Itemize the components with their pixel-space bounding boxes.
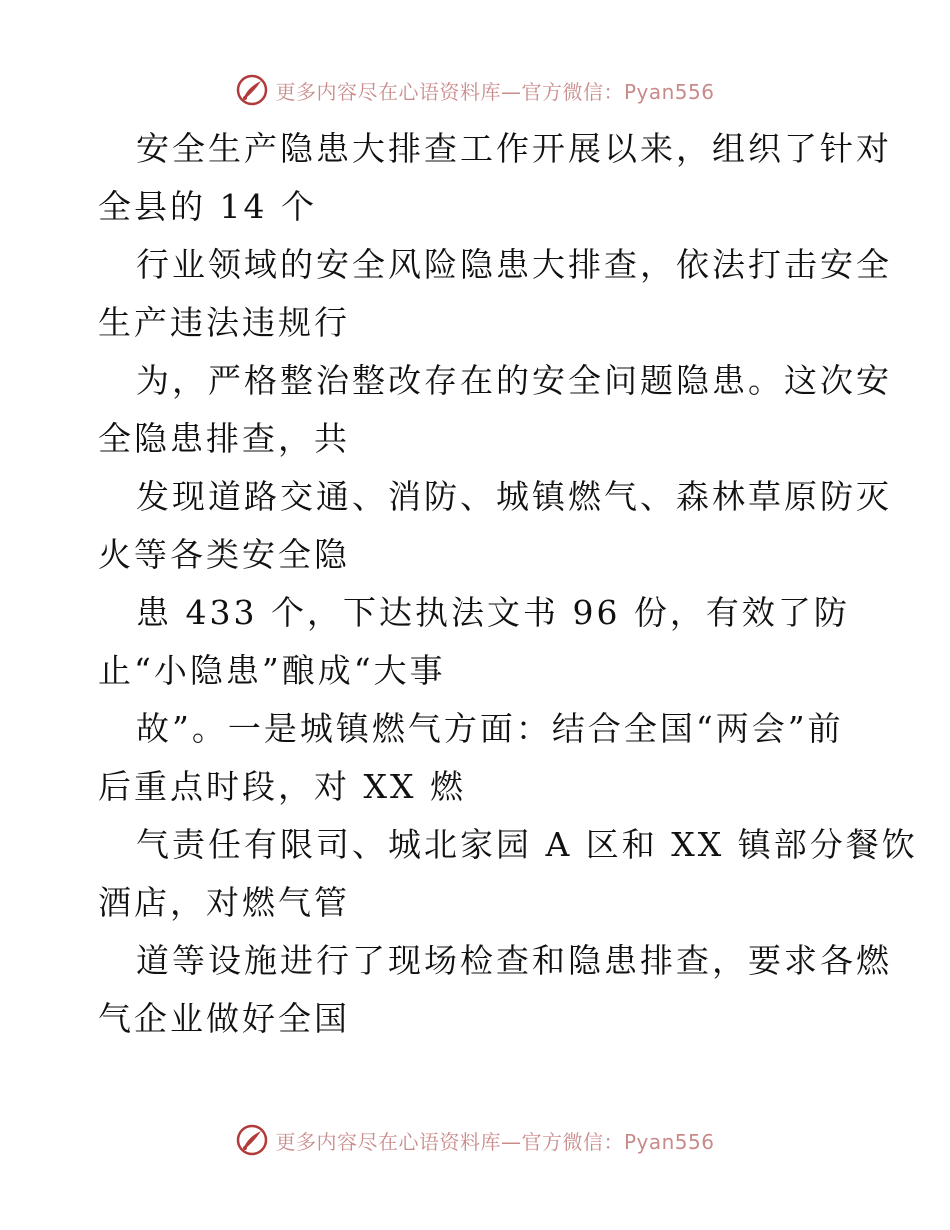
text-line: 全隐患排查，共: [98, 419, 350, 458]
text-line: 为，严格整治整改存在的安全问题隐患。这次安: [136, 361, 892, 400]
text-line: 全县的 14 个: [98, 187, 317, 226]
header-watermark: [0, 70, 950, 110]
text-line: 患 433 个，下达执法文书 96 份，有效了防: [136, 593, 850, 632]
text-line: 安全生产隐患大排查工作开展以来，组织了针对: [136, 129, 892, 168]
watermark-text: 更多内容尽在心语资料库—官方微信：Pyan556: [275, 1129, 715, 1154]
text-line: 气企业做好全国: [98, 999, 350, 1038]
watermark-text: 更多内容尽在心语资料库—官方微信：Pyan556: [275, 79, 715, 104]
text-line: 气责任有限司、城北家园 A 区和 XX 镇部分餐饮: [136, 825, 918, 864]
text-line: 火等各类安全隐: [98, 535, 350, 574]
text-line: 故”。一是城镇燃气方面：结合全国“两会”前: [136, 709, 844, 748]
document-body: [98, 120, 918, 1048]
brush-logo-icon: [235, 73, 269, 107]
text-line: 发现道路交通、消防、城镇燃气、森林草原防灭: [136, 477, 892, 516]
text-line: 止“小隐患”酿成“大事: [98, 651, 446, 690]
text-line: 行业领域的安全风险隐患大排查，依法打击安全: [136, 245, 892, 284]
brush-logo-icon: [235, 1123, 269, 1157]
text-line: 后重点时段，对 XX 燃: [98, 767, 466, 806]
text-line: 生产违法违规行: [98, 303, 350, 342]
text-line: 酒店，对燃气管: [98, 883, 350, 922]
text-line: 道等设施进行了现场检查和隐患排查，要求各燃: [136, 941, 892, 980]
footer-watermark: [0, 1120, 950, 1160]
